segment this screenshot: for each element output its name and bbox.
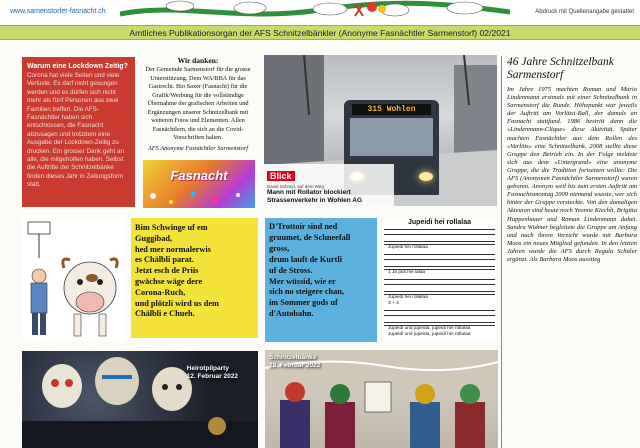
party-label-date: 12. Februar 2022 bbox=[186, 373, 238, 380]
history-article bbox=[507, 56, 637, 448]
music-staff bbox=[384, 254, 495, 270]
masthead bbox=[0, 0, 640, 26]
website-url[interactable]: www.samenstorfer-fasnacht.ch bbox=[10, 8, 106, 15]
music-staff bbox=[384, 229, 495, 245]
party-photo-label bbox=[187, 365, 238, 381]
music-staff bbox=[384, 279, 495, 295]
verse-blue bbox=[265, 218, 377, 342]
cow-cartoon bbox=[22, 218, 125, 341]
history-text: Im Jahre 1975 machten Roman und Mario Lindenmann erstmals mit einer Schnitzelbank in Sarmenstorf die Runde. Höhepunkt war jeweils der Auftritt am Vorlätsi-Ball, der damals an Fasnacht stattfand. 1986 bestritt dann die «Lindenmann-Clique» diese Aktivität. Später machten Fasnächtler aus dem Rollen des «Varlöts» eine Schnitzelbank. 2008 stellte diese Gruppe den Betrieb ein. In der Folge meldete sich aus dem «Untergrund» eine anonyme Gruppe, die die Tradition fortsetzen wollte: Die AFS (Anonymen Fasnächtler Sarmenstorf) waren geboren. Anonym weil bis zum ersten Auftritt am Fasnachtsmontag 2009 niemand wusste, wer sich hinter der Gruppe versteckte. Von den damaligen Akteuren sind heute noch Yvonne Kiechli, Brigitta Huppenbauer und Roman Lindenmann dabei. Sandra Widmer begleitete die Gruppe am Anfang und nach ihrem Verzicht wurde mit Barbara Moos ein neues Mitglied gefunden. In den letzten Jahren wurde die AFS durch Regula Schüler ergänzt. Als Barbara Moos ausstieg bbox=[507, 86, 637, 263]
bus-destination-sign: 315 Wohlen bbox=[352, 104, 431, 115]
lyric-line: 3 + 4 bbox=[388, 301, 399, 306]
party-label-title: Heirotpilparty bbox=[186, 365, 229, 372]
verse-blue-line-2: gruumet, de Schneefall bbox=[269, 232, 351, 242]
verse-yellow-line-2: Guggibad, bbox=[135, 233, 173, 243]
verse-yellow-line-7: Corona-Ruch, bbox=[135, 287, 186, 297]
verse-blue-line-1: D'Trottoir sind ned bbox=[269, 222, 338, 231]
verse-blue-line-9: d'Autobahn. bbox=[269, 309, 314, 319]
masthead-artwork bbox=[120, 0, 510, 22]
verse-blue-line-8: im Sommer gods uf bbox=[269, 298, 338, 308]
verse-blue-line-3: gross, bbox=[269, 243, 290, 253]
verse-yellow-line-3: hed mer normalerwis bbox=[135, 244, 211, 254]
cow-cartoon-drawing bbox=[22, 218, 125, 341]
lyric-line: 1 Ja pidi hei lalaa bbox=[388, 270, 426, 275]
schnitzel-photo-label bbox=[269, 354, 320, 370]
confetti-decoration bbox=[143, 188, 255, 208]
verse-yellow-line-1: Bim Schwinge uf em bbox=[135, 223, 208, 232]
lyric-line: Jupeidi und jupeida, jupeidi hei rollalaa bbox=[388, 332, 471, 337]
bus-photo-caption bbox=[264, 164, 394, 206]
music-staff bbox=[384, 310, 495, 326]
verse-yellow bbox=[131, 218, 258, 338]
schnitzelbank-photo bbox=[265, 350, 498, 448]
verse-yellow-line-4: es Chälbli parat. bbox=[135, 255, 194, 265]
verse-blue-line-6: Mer wüssid, wie er bbox=[269, 276, 336, 286]
lockdown-title: Warum eine Lockdown Zeitig? bbox=[27, 63, 128, 70]
verse-yellow-line-6: gwächse wäge dere bbox=[135, 276, 203, 286]
lockdown-text: Corona hat viele Seiten und viele Verluste. Es darf nicht gesungen werden und es dürfen sich nicht mehr als fünf Personen aus zwei Familien treffen. Die AFS-Fasnächtler haben sich entschlossen, die Fasnacht abzusagen und trotzdem eine Ausgabe der Lockdown-Zeitig zu drucken. Ein grosser Dank geht an alle, die mitgeholfen haben. Selbst die Auftritte der Schnitzelbänke finden dieses Jahr in Zeitungsform statt. bbox=[27, 72, 124, 189]
thanks-section bbox=[138, 54, 258, 164]
song-title: Jupeidi hei rollalaa bbox=[407, 219, 472, 226]
lockdown-box bbox=[22, 57, 135, 207]
thanks-signature: AFS Anonyme Fasnächtler Sarmenstorf bbox=[147, 144, 249, 152]
caption-credit: David Schmid, auf dem Weg bbox=[267, 184, 324, 189]
thanks-title: Wir danken: bbox=[177, 56, 219, 65]
verse-blue-line-7: sich no steigere chan, bbox=[269, 287, 344, 297]
fasnacht-logo-text: Fasnacht bbox=[170, 168, 228, 183]
history-title: 46 Jahre Schnitzelbank Sarmenstorf bbox=[507, 56, 614, 81]
column-divider bbox=[501, 56, 502, 448]
verse-blue-line-5: uf de Stross. bbox=[269, 265, 313, 275]
lyric-line: Jupeidi hei rollalaa bbox=[388, 245, 428, 250]
schnitzel-label-date: 28. Februar 2022 bbox=[269, 362, 321, 369]
blick-logo: Blick bbox=[267, 171, 295, 181]
lyric-line: Jupeidi und jupeida, jupeidi hei rollalaa bbox=[388, 326, 471, 331]
verse-yellow-line-9: Chälbli e Chueh. bbox=[135, 309, 195, 319]
schnitzel-label-title: Schnitzelbänke bbox=[269, 354, 317, 361]
thanks-text: Der Gemeinde Sarmenstorf für die grosse Unterstützung. Dem WA/BBA für das Gastrecht. Bio Saxer (Fasnacht) für die Grafik/Werbung für die vollständige Übernahme der grafischen Arbeiten und Ergänzungen unserer Schnitzelbank mit weiteren Fotos und Elementen. Allen Fasnächtlern, die sich an die Covid-Vorschriften halten. bbox=[145, 66, 251, 141]
party-photo bbox=[22, 351, 258, 448]
fasnacht-logo-image bbox=[143, 160, 255, 208]
publication-banner: Amtliches Publikationsorgan der AFS Schnitzelbänkler (Anonyme Fasnächtler Sarmenstorf) 02/2021 bbox=[0, 25, 640, 40]
lyric-line: Jupeidi hei rollalaa bbox=[388, 295, 428, 300]
reprint-note: Abdruck mit Quellenangabe gestattet bbox=[535, 9, 634, 15]
sheet-music bbox=[382, 219, 497, 341]
caption-headline: Mann mit Rollator blockiert Strassenverkehr in Wohlen AG bbox=[267, 189, 363, 204]
verse-blue-line-4: drum lauft de Kurtli bbox=[269, 254, 343, 264]
verse-yellow-line-8: und plötzli wird us dem bbox=[135, 298, 219, 308]
bus-headlight-right bbox=[419, 172, 433, 181]
verse-yellow-line-5: Jetzt esch de Priis bbox=[135, 266, 199, 276]
bus-windshield bbox=[350, 118, 433, 156]
